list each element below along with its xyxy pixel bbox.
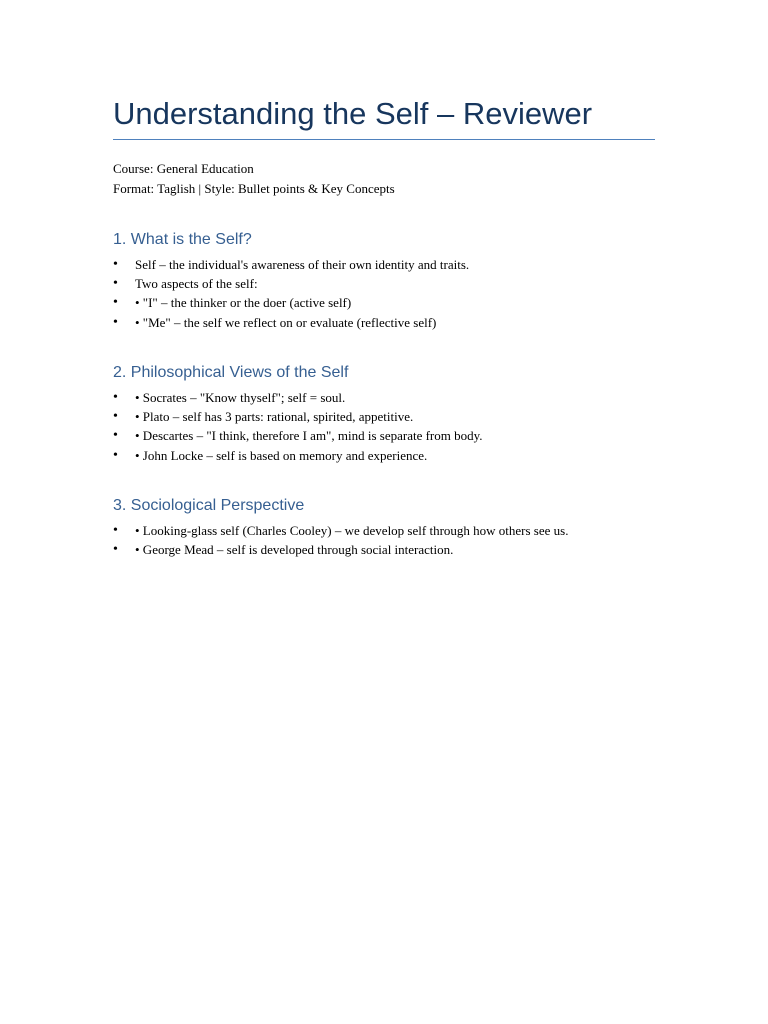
bullet-icon: • [113,276,118,292]
bullet-icon: • [113,314,118,330]
list-item [113,426,673,445]
bullet-icon: • [113,257,118,272]
list-item-text: • Plato – self has 3 parts: rational, spirited, appetitive. [135,409,414,425]
format-line: Format: Taglish | Style: Bullet points & Key Concepts [113,180,395,196]
list-item [113,521,673,540]
bullet-icon: • [113,428,118,444]
bullet-icon: • [113,542,118,558]
section-heading: 3. Sociological Perspective [113,497,305,514]
course-line: Course: General Education [113,161,254,176]
list-item [113,255,673,274]
section-heading: 2. Philosophical Views of the Self [113,364,349,381]
bullet-list [113,388,673,465]
bullet-icon: • [113,447,118,463]
title-divider [113,139,655,140]
section-sociological-perspective [113,495,673,559]
list-item-text: • Socrates – "Know thyself"; self = soul. [135,390,346,405]
list-item [113,407,673,426]
list-item [113,446,673,465]
list-item [113,313,673,332]
bullet-list [113,255,673,332]
list-item [113,388,673,407]
bullet-icon: • [113,409,118,425]
list-item [113,274,673,293]
bullet-list [113,521,673,559]
list-item-text: • George Mead – self is developed through social interaction. [135,542,454,558]
section-heading: 1. What is the Self? [113,231,252,248]
list-item-text: Self – the individual's awareness of their own identity and traits. [135,257,470,272]
list-item [113,540,673,559]
document-meta [113,159,395,198]
list-item-text: • Looking-glass self (Charles Cooley) – we develop self through how others see us. [135,523,569,538]
list-item-text: • "I" – the thinker or the doer (active self) [135,295,352,311]
section-what-is-self [113,229,673,332]
bullet-icon: • [113,523,118,538]
page-title: Understanding the Self – Reviewer [113,96,593,131]
list-item-text: • John Locke – self is based on memory and experience. [135,447,428,463]
list-item-text: • Descartes – "I think, therefore I am", mind is separate from body. [135,428,483,444]
section-philosophical-views [113,362,673,465]
list-item [113,293,673,312]
list-item-text: Two aspects of the self: [135,276,258,292]
bullet-icon: • [113,295,118,311]
list-item-text: • "Me" – the self we reflect on or evaluate (reflective self) [135,314,437,330]
bullet-icon: • [113,390,118,405]
